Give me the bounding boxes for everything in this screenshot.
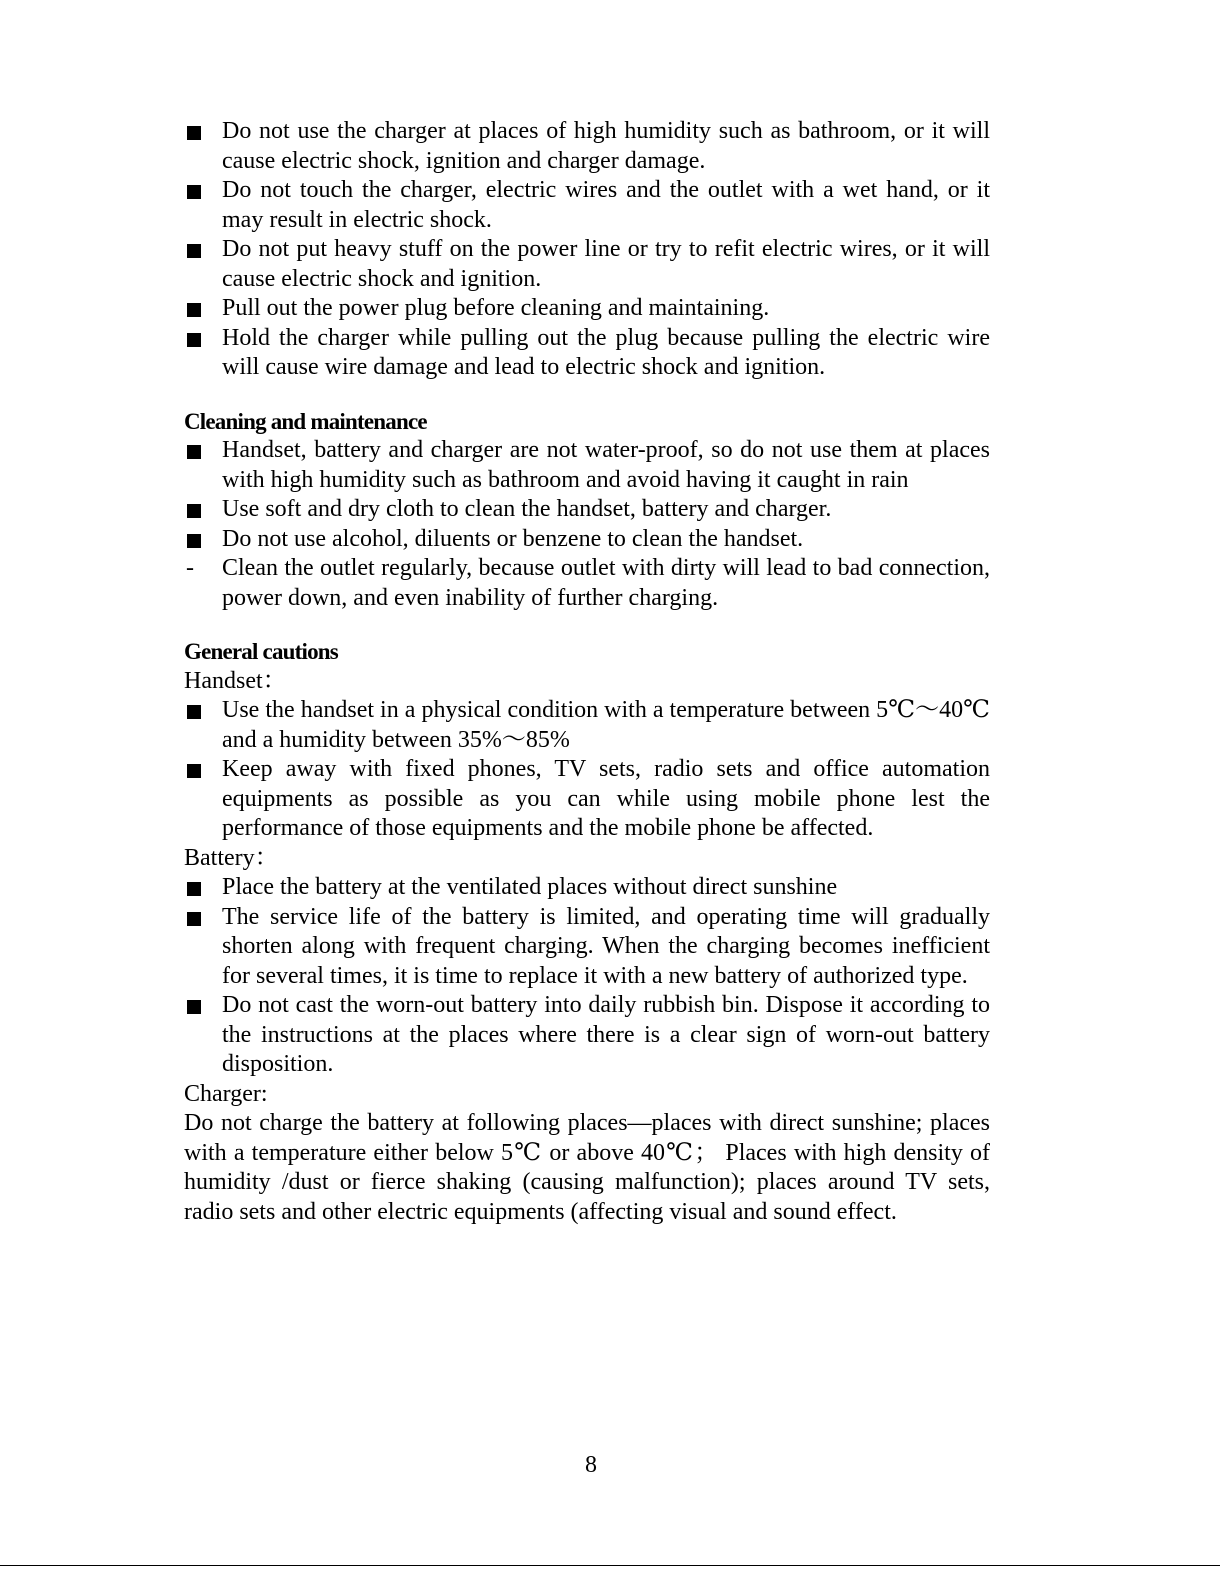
square-bullet-icon xyxy=(187,705,201,719)
square-bullet-icon xyxy=(187,244,201,258)
list-item xyxy=(184,176,990,235)
page-bottom-rule xyxy=(0,1565,1220,1566)
square-bullet-icon xyxy=(187,333,201,347)
subheading-battery: Battery： xyxy=(184,844,279,871)
list-item-text: Clean the outlet regularly, because outlet with dirty will lead to bad connection, power down, and even inability of further charging. xyxy=(222,555,990,611)
square-bullet-icon xyxy=(187,1000,201,1014)
square-bullet-icon xyxy=(187,534,201,548)
list-item-text: Do not touch the charger, electric wires and the outlet with a wet hand, or it may result in electric shock. xyxy=(222,177,990,233)
page-number: 8 xyxy=(585,1452,597,1478)
square-bullet-icon xyxy=(187,445,201,459)
list-item xyxy=(184,554,990,613)
square-bullet-icon xyxy=(187,882,201,896)
list-item-text: Use the handset in a physical condition with a temperature between 5℃～40℃ and a humidity between 35%～85% xyxy=(222,697,990,753)
list-item xyxy=(184,294,990,324)
list-item xyxy=(184,436,990,495)
square-bullet-icon xyxy=(187,126,201,140)
list-item-text: Place the battery at the ventilated places without direct sunshine xyxy=(222,874,838,900)
list-item xyxy=(184,873,990,903)
square-bullet-icon xyxy=(187,185,201,199)
square-bullet-icon xyxy=(187,303,201,317)
list-item xyxy=(184,903,990,992)
charger-paragraph: Do not charge the battery at following places—places with direct sunshine; places with a temperature either below 5℃ or above 40℃； Places with high density of humidity /dust or fierce shaking (causing malfunction); places around TV sets, radio sets and other electric equipments (affecting visual and sound effect. xyxy=(184,1110,990,1225)
list-item-text: Use soft and dry cloth to clean the handset, battery and charger. xyxy=(222,496,832,522)
subheading-handset: Handset： xyxy=(184,667,287,694)
square-bullet-icon xyxy=(187,504,201,518)
list-item xyxy=(184,235,990,294)
list-item-text: Handset, battery and charger are not water-proof, so do not use them at places with high humidity such as bathroom and avoid having it caught in rain xyxy=(222,437,990,493)
list-item-text: Do not use alcohol, diluents or benzene to clean the handset. xyxy=(222,525,804,552)
square-bullet-icon xyxy=(187,912,201,926)
list-item-text: Pull out the power plug before cleaning and maintaining. xyxy=(222,295,770,321)
list-item-text: Hold the charger while pulling out the plug because pulling the electric wire will cause wire damage and lead to electric shock and ignition. xyxy=(222,324,990,380)
dash-bullet: - xyxy=(186,555,194,581)
list-item xyxy=(184,525,990,555)
list-item xyxy=(184,755,990,844)
subheading-charger: Charger: xyxy=(184,1080,268,1107)
list-item-text: Keep away with fixed phones, TV sets, radio sets and office automation equipments as possible as you can while using mobile phone lest the performance of those equipments and the mobile phone be affected. xyxy=(222,756,990,841)
list-item xyxy=(184,991,990,1080)
list-item xyxy=(184,495,990,525)
page-body xyxy=(184,117,990,1227)
list-item-text: The service life of the battery is limited, and operating time will gradually shorten along with frequent charging. When the charging becomes inefficient for several times, it is time to replace it with a new battery of authorized type. xyxy=(222,903,990,989)
list-item-text: Do not use the charger at places of high humidity such as bathroom, or it will cause electric shock, ignition and charger damage. xyxy=(222,118,990,174)
list-item xyxy=(184,324,990,383)
square-bullet-icon xyxy=(187,764,201,778)
section-heading-general: General cautions xyxy=(184,639,338,664)
list-item-text: Do not put heavy stuff on the power line or try to refit electric wires, or it will cause electric shock and ignition. xyxy=(222,236,990,292)
list-item-text: Do not cast the worn-out battery into daily rubbish bin. Dispose it according to the instructions at the places where there is a clear sign of worn-out battery disposition. xyxy=(222,992,990,1077)
list-item xyxy=(184,696,990,755)
section-heading-cleaning: Cleaning and maintenance xyxy=(184,408,427,434)
list-item xyxy=(184,117,990,176)
